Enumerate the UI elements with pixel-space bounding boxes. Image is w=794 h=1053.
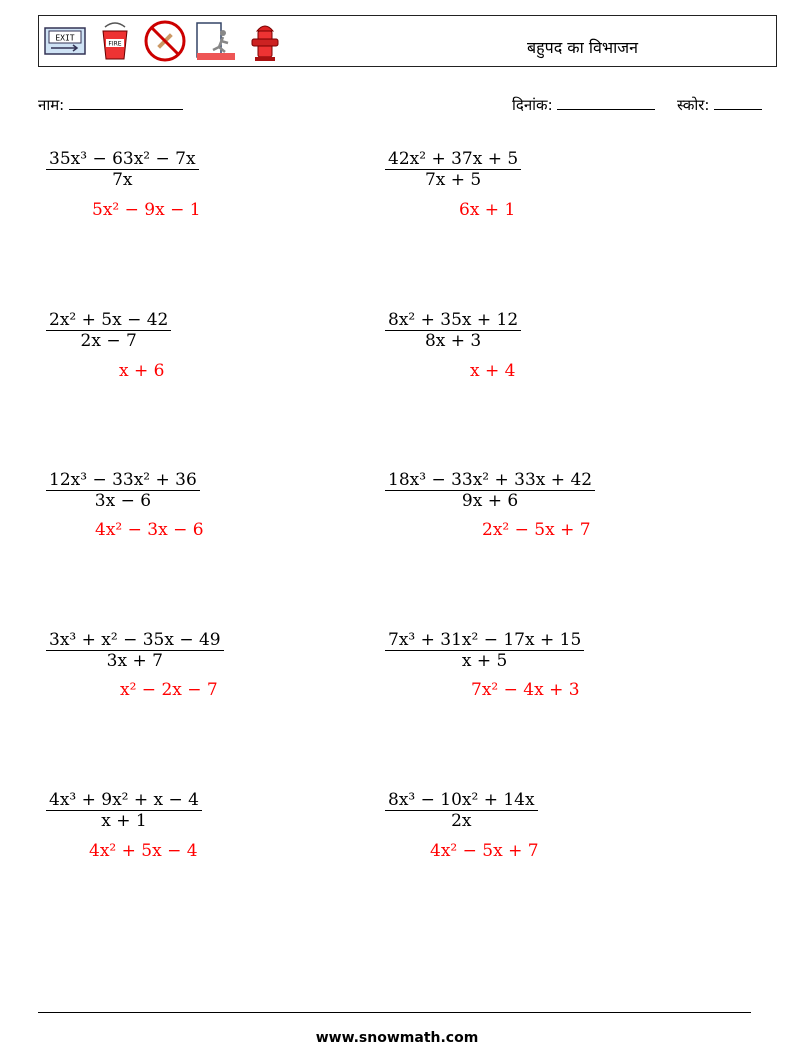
svg-text:EXIT: EXIT (55, 33, 75, 43)
numerator: 8x² + 35x + 12 (388, 310, 519, 330)
answer-8: 7x² − 4x + 3 (471, 680, 580, 700)
fraction (385, 790, 538, 831)
problem-9 (46, 790, 202, 831)
numerator: 4x³ + 9x² + x − 4 (49, 790, 199, 810)
denominator: 3x − 6 (94, 491, 152, 511)
denominator: x + 1 (101, 811, 147, 831)
answer-4: x + 4 (470, 361, 516, 381)
numerator: 12x³ − 33x² + 36 (49, 470, 197, 490)
problem-1 (46, 149, 199, 190)
problem-4 (385, 310, 521, 351)
denominator: 2x (451, 811, 472, 831)
problem-10 (385, 790, 538, 831)
fraction (46, 630, 224, 671)
numerator: 35x³ − 63x² − 7x (49, 149, 196, 169)
header-box (38, 15, 777, 67)
score-field (677, 95, 762, 115)
no-smoking-icon (143, 19, 187, 63)
numerator: 8x³ − 10x² + 14x (388, 790, 535, 810)
fraction (46, 149, 199, 190)
answer-2: 6x + 1 (459, 200, 516, 220)
numerator: 42x² + 37x + 5 (388, 149, 519, 169)
denominator: 7x (112, 170, 133, 190)
answer-9: 4x² + 5x − 4 (89, 841, 198, 861)
answer-6: 2x² − 5x + 7 (482, 520, 591, 540)
fraction (46, 310, 171, 351)
denominator: 7x + 5 (424, 170, 482, 190)
numerator: 2x² + 5x − 42 (49, 310, 169, 330)
fraction (46, 470, 200, 511)
footer-url[interactable]: www.snowmath.com (315, 1030, 479, 1046)
denominator: 3x + 7 (106, 651, 163, 671)
fraction (46, 790, 202, 831)
fraction (385, 310, 521, 351)
fraction (385, 630, 584, 671)
problem-3 (46, 310, 171, 351)
numerator: 3x³ + x² − 35x − 49 (49, 630, 221, 650)
answer-7: x² − 2x − 7 (120, 680, 218, 700)
fraction (385, 149, 521, 190)
answer-10: 4x² − 5x + 7 (430, 841, 539, 861)
numerator: 18x³ − 33x² + 33x + 42 (388, 470, 593, 490)
problem-6 (385, 470, 595, 511)
problem-8 (385, 630, 584, 671)
safety-icons (43, 19, 287, 63)
denominator: 2x − 7 (80, 331, 137, 351)
problem-7 (46, 630, 224, 671)
footer-divider (38, 1012, 751, 1013)
fraction (385, 470, 595, 511)
answer-3: x + 6 (119, 361, 165, 381)
date-label: दिनांक: (512, 96, 553, 114)
emergency-exit-icon (193, 19, 237, 63)
date-blank (557, 95, 655, 110)
fire-hydrant-icon (243, 19, 287, 63)
problem-2 (385, 149, 521, 190)
problem-5 (46, 470, 200, 511)
score-blank (714, 95, 762, 110)
page-title: बहुपद का विभाजन (527, 38, 639, 57)
date-field (512, 95, 655, 115)
exit-sign-icon (43, 19, 87, 63)
denominator: 9x + 6 (461, 491, 519, 511)
answer-5: 4x² − 3x − 6 (95, 520, 204, 540)
name-label: नाम: (38, 96, 65, 114)
score-label: स्कोर: (677, 96, 710, 114)
name-blank (69, 95, 183, 110)
svg-text:FIRE: FIRE (108, 40, 122, 48)
answer-1: 5x² − 9x − 1 (92, 200, 201, 220)
numerator: 7x³ + 31x² − 17x + 15 (388, 630, 582, 650)
fire-bucket-icon (93, 19, 137, 63)
name-field (38, 95, 183, 115)
denominator: 8x + 3 (424, 331, 482, 351)
denominator: x + 5 (461, 651, 508, 671)
